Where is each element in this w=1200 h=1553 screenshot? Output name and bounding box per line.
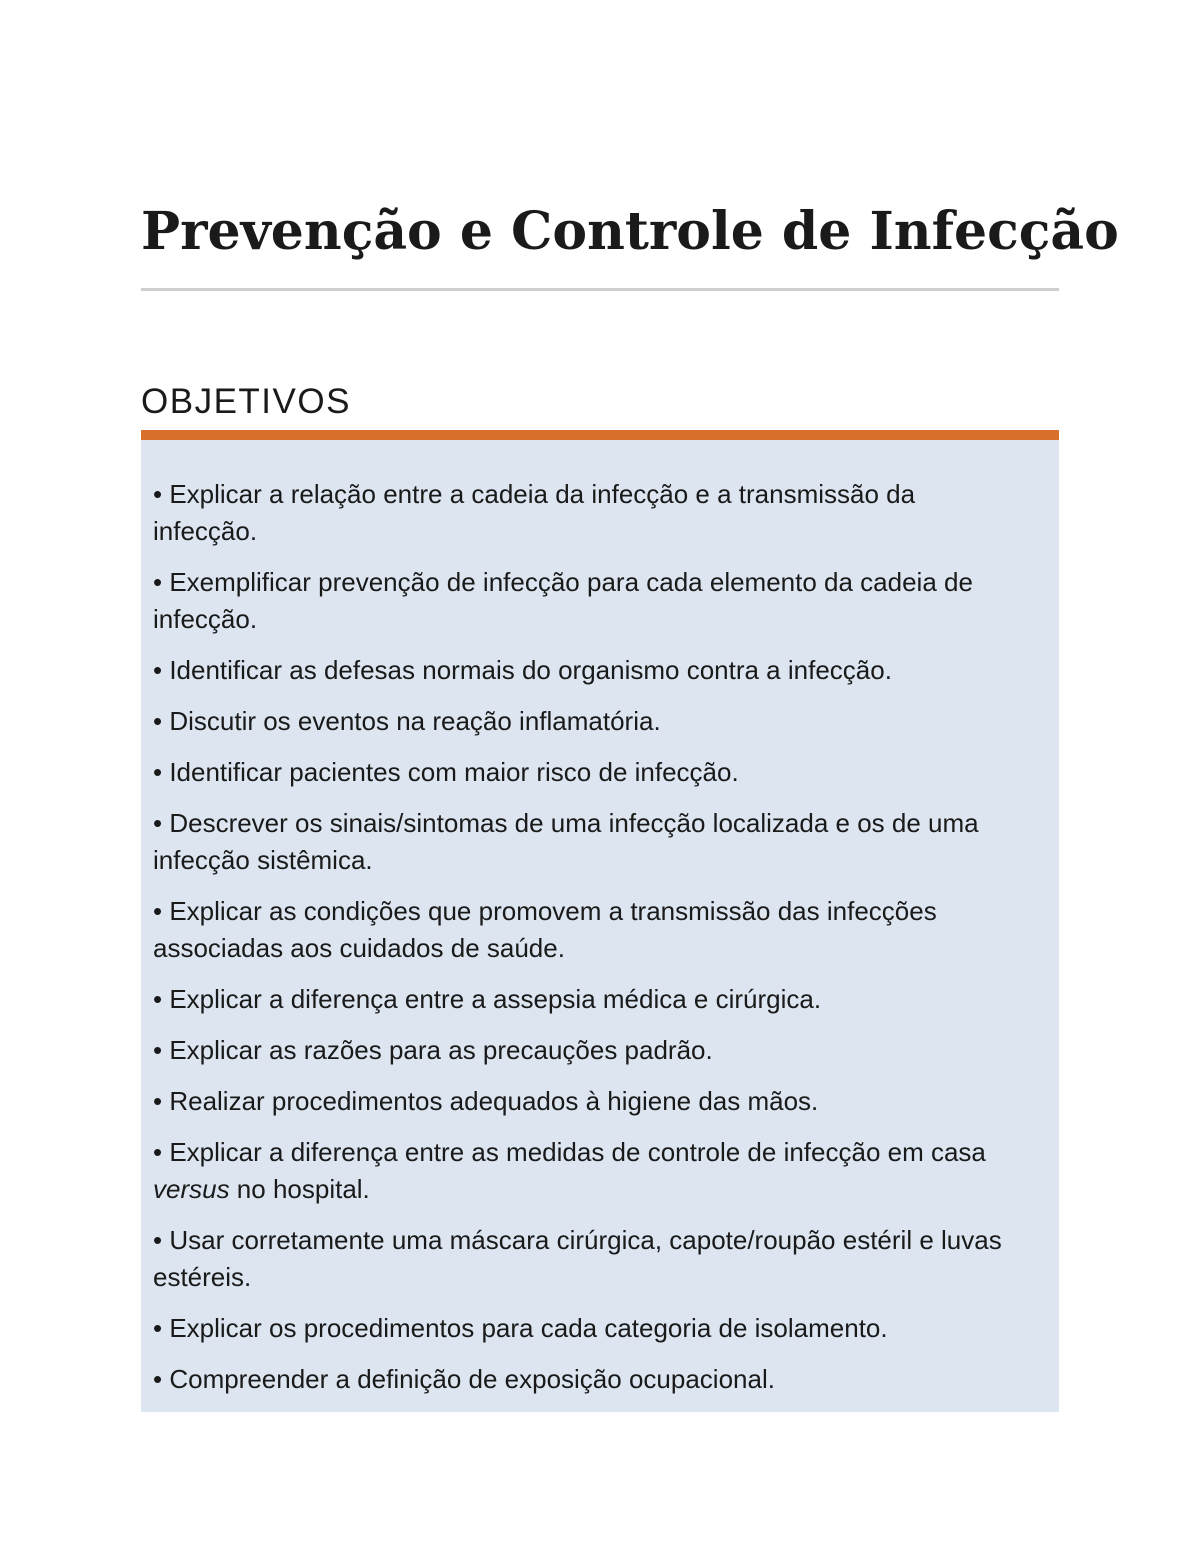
- objective-item: • Explicar os procedimentos para cada categoria de isolamento.: [153, 1313, 888, 1343]
- objective-item: • Exemplificar prevenção de infecção para cada elemento da cadeia de infecção.: [153, 567, 973, 634]
- objective-item: • Explicar a relação entre a cadeia da infecção e a transmissão da infecção.: [153, 479, 916, 546]
- page-title: Prevenção e Controle de Infecção: [141, 201, 1119, 262]
- objectives-box: [141, 430, 1059, 1412]
- objective-item: [153, 1134, 1003, 1208]
- objective-item: • Discutir os eventos na reação inflamatória.: [153, 706, 661, 736]
- objective-item: • Usar corretamente uma máscara cirúrgica, capote/roupão estéril e luvas estéreis.: [153, 1225, 1002, 1292]
- objectives-list: [153, 476, 1003, 1412]
- objective-item: • Compreender a definição de exposição ocupacional.: [153, 1364, 775, 1394]
- objective-emphasis: versus: [153, 1174, 230, 1204]
- objective-text: no hospital.: [229, 1174, 370, 1204]
- title-divider: [141, 288, 1059, 291]
- objective-item: • Explicar as razões para as precauções padrão.: [153, 1035, 713, 1065]
- objective-item: • Explicar a diferença entre a assepsia médica e cirúrgica.: [153, 984, 822, 1014]
- objective-item: • Descrever os sinais/sintomas de uma infecção localizada e os de uma infecção sistêmica.: [153, 808, 979, 875]
- objective-item: • Realizar procedimentos adequados à higiene das mãos.: [153, 1086, 819, 1116]
- objective-item: • Explicar as condições que promovem a transmissão das infecções associadas aos cuidados de saúde.: [153, 896, 937, 963]
- section-heading-objetivos: OBJETIVOS: [141, 382, 351, 421]
- objective-item: • Identificar pacientes com maior risco de infecção.: [153, 757, 739, 787]
- objective-item: • Identificar as defesas normais do organismo contra a infecção.: [153, 655, 892, 685]
- objective-text: • Explicar a diferença entre as medidas de controle de infecção em casa: [153, 1137, 986, 1167]
